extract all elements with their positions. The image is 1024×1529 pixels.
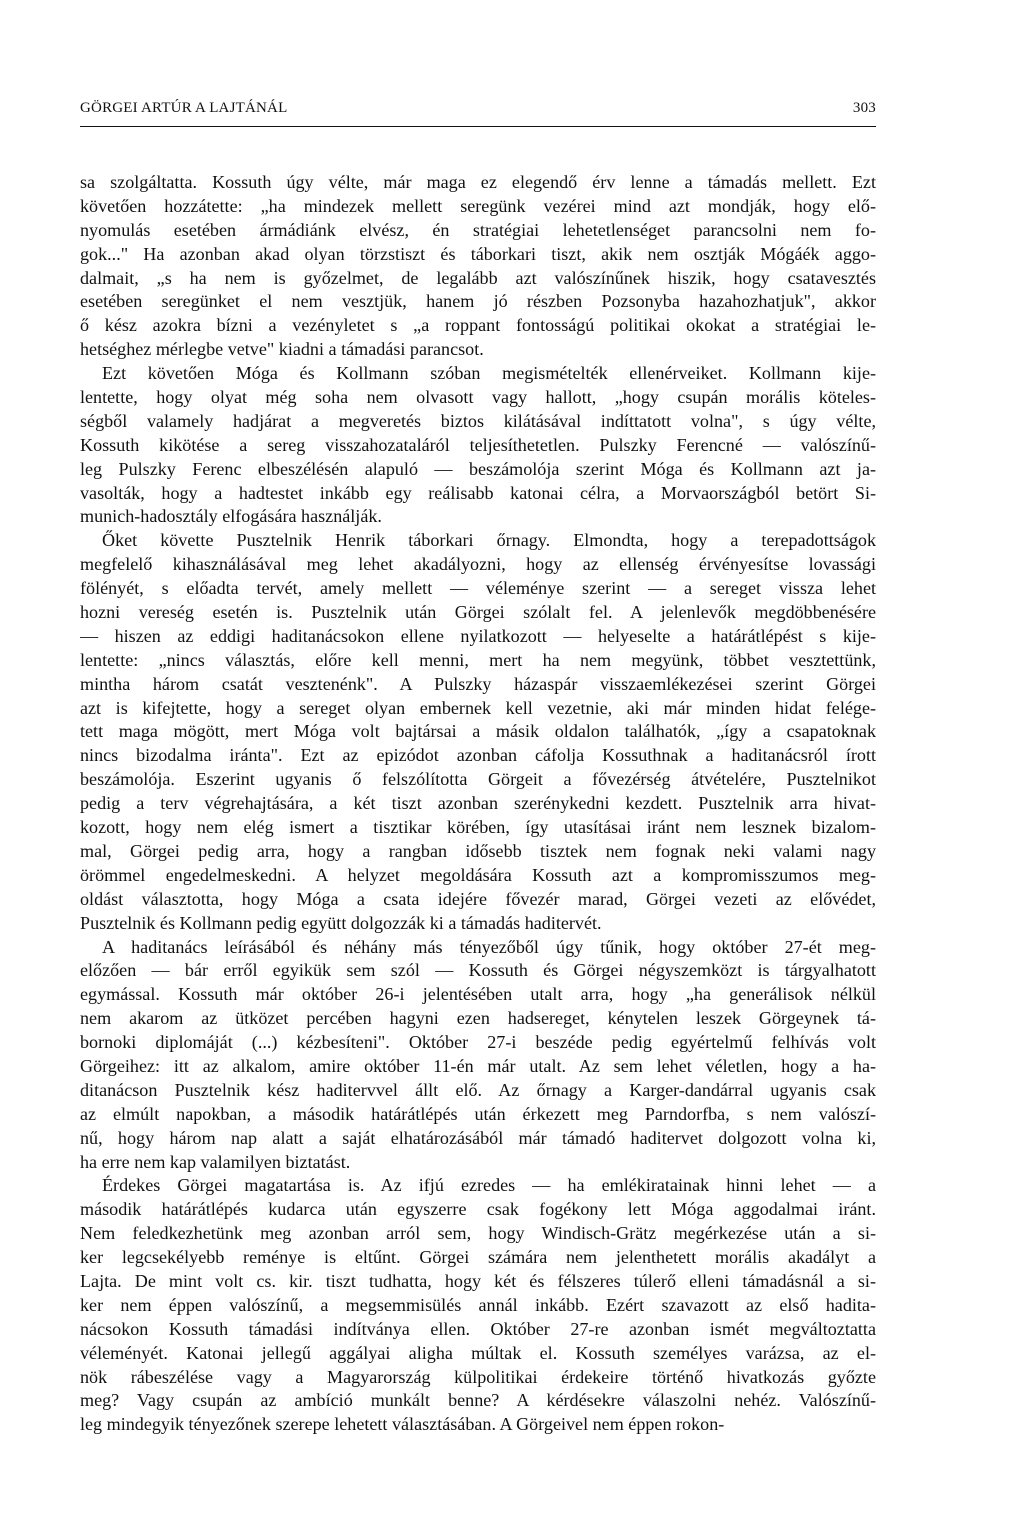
text-line: örömmel engedelmeskedni. A helyzet megoldására Kossuth azt a kompromisszumos meg- — [80, 864, 876, 885]
text-line: Kossuth kikötése a sereg visszahozataláról teljesíthetetlen. Pulszky Ferencné — valószínű- — [80, 434, 876, 455]
text-line: meg? Vagy csupán az ambíció munkált benne? A kérdésekre válaszolni nehéz. Valószínű- — [80, 1390, 876, 1411]
text-line: beszámolója. Eszerint ugyanis ő felszólította Görgeit a fővezérség átvételére, Pusztelnikot — [80, 769, 876, 790]
text-line: nem akarom az ütközet percében hagyni ezen hadsereget, kénytelen leszek Görgeynek tá- — [80, 1008, 876, 1029]
text-line: előzően — bár erről egyikük sem szól — Kossuth és Görgei négyszemközt is tárgyalhatott — [80, 960, 876, 981]
text-line: bornoki diplomáját (...) kézbesíteni". Október 27-i beszéde pedig egyértelmű felhívás volt — [80, 1032, 876, 1053]
running-header — [80, 100, 876, 117]
header-rule — [80, 126, 876, 127]
text-line: ségből valamely hadjárat a megveretés biztos kilátásával indíttatott volna", s úgy vélte, — [80, 410, 876, 431]
text-line: leg Pulszky Ferenc elbeszélésén alapuló — beszámolója szerint Móga és Kollmann azt ja- — [80, 458, 876, 479]
text-line: nű, hogy három nap alatt a saját elhatározásából már támadó haditervet dolgozott volna ki, — [80, 1127, 876, 1148]
text-line: hetséghez mérlegbe vetve" kiadni a támadási parancsot. — [80, 339, 484, 360]
paragraph — [80, 529, 876, 935]
text-line: dalmait, „s ha nem is győzelmet, de legalább azt valószínűnek hiszik, hogy csatavesztés — [80, 267, 876, 288]
text-line: hozni vereség esetén is. Pusztelnik után Görgei szólalt fel. A jelenlevők megdöbbenésére — [80, 602, 876, 623]
body-text — [80, 171, 876, 1437]
text-line: ditanácson Pusztelnik kész haditervvel állt elő. Az őrnagy a Karger-dandárral ugyanis csak — [80, 1079, 876, 1100]
text-line: ha erre nem kap valamilyen biztatást. — [80, 1151, 351, 1172]
text-line: oldást választotta, hogy Móga a csata idejére fővezér marad, Görgei vezeti az elővédet, — [80, 888, 876, 909]
text-line: — hiszen az eddigi haditanácsokon ellene nyilatkozott — helyeselte a határátlépést s kije- — [80, 625, 876, 646]
text-line: nök rábeszélése vagy a Magyarország külpolitikai érdekeire történő hivatkozás győzte — [80, 1366, 876, 1387]
text-line: követően hozzátette: „ha mindezek mellett seregünk vezérei mind azt mondják, hogy elő- — [80, 195, 876, 216]
text-line: Görgeihez: itt az alkalom, amire október 11-én már utalt. Az sem lehet véletlen, hogy a ha- — [80, 1055, 876, 1076]
text-line: lentette, hogy olyat még soha nem olvasott vagy hallott, „hogy csupán morális köteles- — [80, 387, 876, 408]
paragraph — [80, 362, 876, 529]
text-line: sa szolgáltatta. Kossuth úgy vélte, már maga ez elegendő érv lenne a támadás mellett. Ezt — [80, 172, 876, 192]
text-line: gok..." Ha azonban akad olyan törzstiszt és táborkari tiszt, akik nem osztják Mógáék aggo- — [80, 243, 876, 264]
text-line: kozott, hogy nem elég ismert a tisztikar körében, így utasításai iránt nem lesznek bizalom- — [80, 817, 876, 838]
text-line: Érdekes Görgei magatartása is. Az ifjú ezredes — ha emlékiratainak hinni lehet — a — [102, 1175, 876, 1196]
text-line: vasolták, hogy a hadtestet inkább egy reálisabb katonai célra, a Morvaországból betört Si- — [80, 482, 876, 503]
text-line: pedig a terv végrehajtására, a két tiszt azonban szerénykedni kezdett. Pusztelnik arra hivat- — [80, 793, 876, 814]
text-line: nyomulás esetében ármádiánk elvész, én stratégiai lehetetlenséget parancsolni nem fo- — [80, 219, 876, 240]
page-number: 303 — [852, 100, 876, 116]
text-line: munich-hadosztály elfogására használják. — [80, 506, 382, 527]
running-title: GÖRGEI ARTÚR A LAJTÁNÁL — [80, 100, 288, 116]
text-line: Lajta. De mint volt cs. kir. tiszt tudhatta, hogy két és félszeres túlerő elleni támadásnál a si- — [80, 1270, 876, 1291]
text-line: lentette: „nincs választás, előre kell menni, mert ha nem megyünk, többet vesztettünk, — [80, 649, 876, 670]
text-line: esetében seregünket el nem vesztjük, hanem jó részben Pozsonyba hazahozhatjuk", akkor — [80, 291, 876, 312]
text-line: nácsokon Kossuth támadási indítványa ellen. Október 27-re azonban ismét megváltoztatta — [80, 1318, 876, 1339]
text-line: azt is kifejtette, hogy a sereget olyan embernek kell vezetnie, aki már minden hidat felége- — [80, 697, 876, 718]
text-line: második határátlépés kudarca után egyszerre csak fogékony lett Móga aggodalmai iránt. — [80, 1199, 876, 1220]
text-line: Nem feledkezhetünk meg azonban arról sem, hogy Windisch-Grätz megérkezése után a si- — [80, 1223, 876, 1244]
text-line: megfelelő kihasználásával meg lehet akadályozni, hogy az ellenség érvényesítse lovassági — [80, 554, 876, 575]
text-line: nincs bizodalma iránta". Ezt az epizódot azonban cáfolja Kossuthnak a haditanácsról írott — [80, 745, 876, 766]
text-line: az elmúlt napokban, a második határátlépés után érkezett meg Parndorfba, s nem valószí- — [80, 1103, 876, 1124]
text-line: egymással. Kossuth már október 26-i jelentésében utalt arra, hogy „ha generálisok nélkül — [80, 984, 876, 1005]
text-line: fölényét, s előadta tervét, amely mellett — véleménye szerint — a sereget vissza lehet — [80, 578, 876, 599]
text-line: Pusztelnik és Kollmann pedig együtt dolgozzák ki a támadás haditervét. — [80, 912, 602, 933]
text-line: ő kész azokra bízni a vezényletet s „a roppant fontosságú politikai okokat a stratégiai le- — [80, 315, 876, 336]
text-line: mintha három csatát vesztenénk". A Pulszky házaspár visszaemlékezései szerint Görgei — [80, 673, 876, 694]
paragraph — [80, 1174, 876, 1437]
text-line: tett maga mögött, mert Móga volt bajtársai a másik oldalon találhatók, „így a csapatoknak — [80, 721, 876, 742]
paragraph — [80, 171, 876, 362]
text-line: mal, Görgei pedig arra, hogy a rangban idősebb tisztek nem fognak neki valami nagy — [80, 840, 876, 861]
text-line: ker legcsekélyebb reménye is eltűnt. Görgei számára nem jelenthetett morális akadályt a — [80, 1247, 876, 1268]
text-line: véleményét. Katonai jellegű aggályai aligha múltak el. Kossuth személyes varázsa, az el- — [80, 1342, 876, 1363]
text-line: Ezt követően Móga és Kollmann szóban megismételték ellenérveiket. Kollmann kije- — [102, 363, 876, 384]
text-line: leg mindegyik tényezőnek szerepe lehetett választásában. A Görgeivel nem éppen rokon- — [80, 1414, 725, 1435]
text-line: Őket követte Pusztelnik Henrik táborkari őrnagy. Elmondta, hogy a terepadottságok — [102, 530, 876, 551]
text-line: ker nem éppen valószínű, a megsemmisülés annál inkább. Ezért szavazott az első hadita- — [80, 1294, 876, 1315]
paragraph — [80, 936, 876, 1175]
text-line: A haditanács leírásából és néhány más tényezőből úgy tűnik, hogy október 27-ét meg- — [102, 936, 876, 957]
